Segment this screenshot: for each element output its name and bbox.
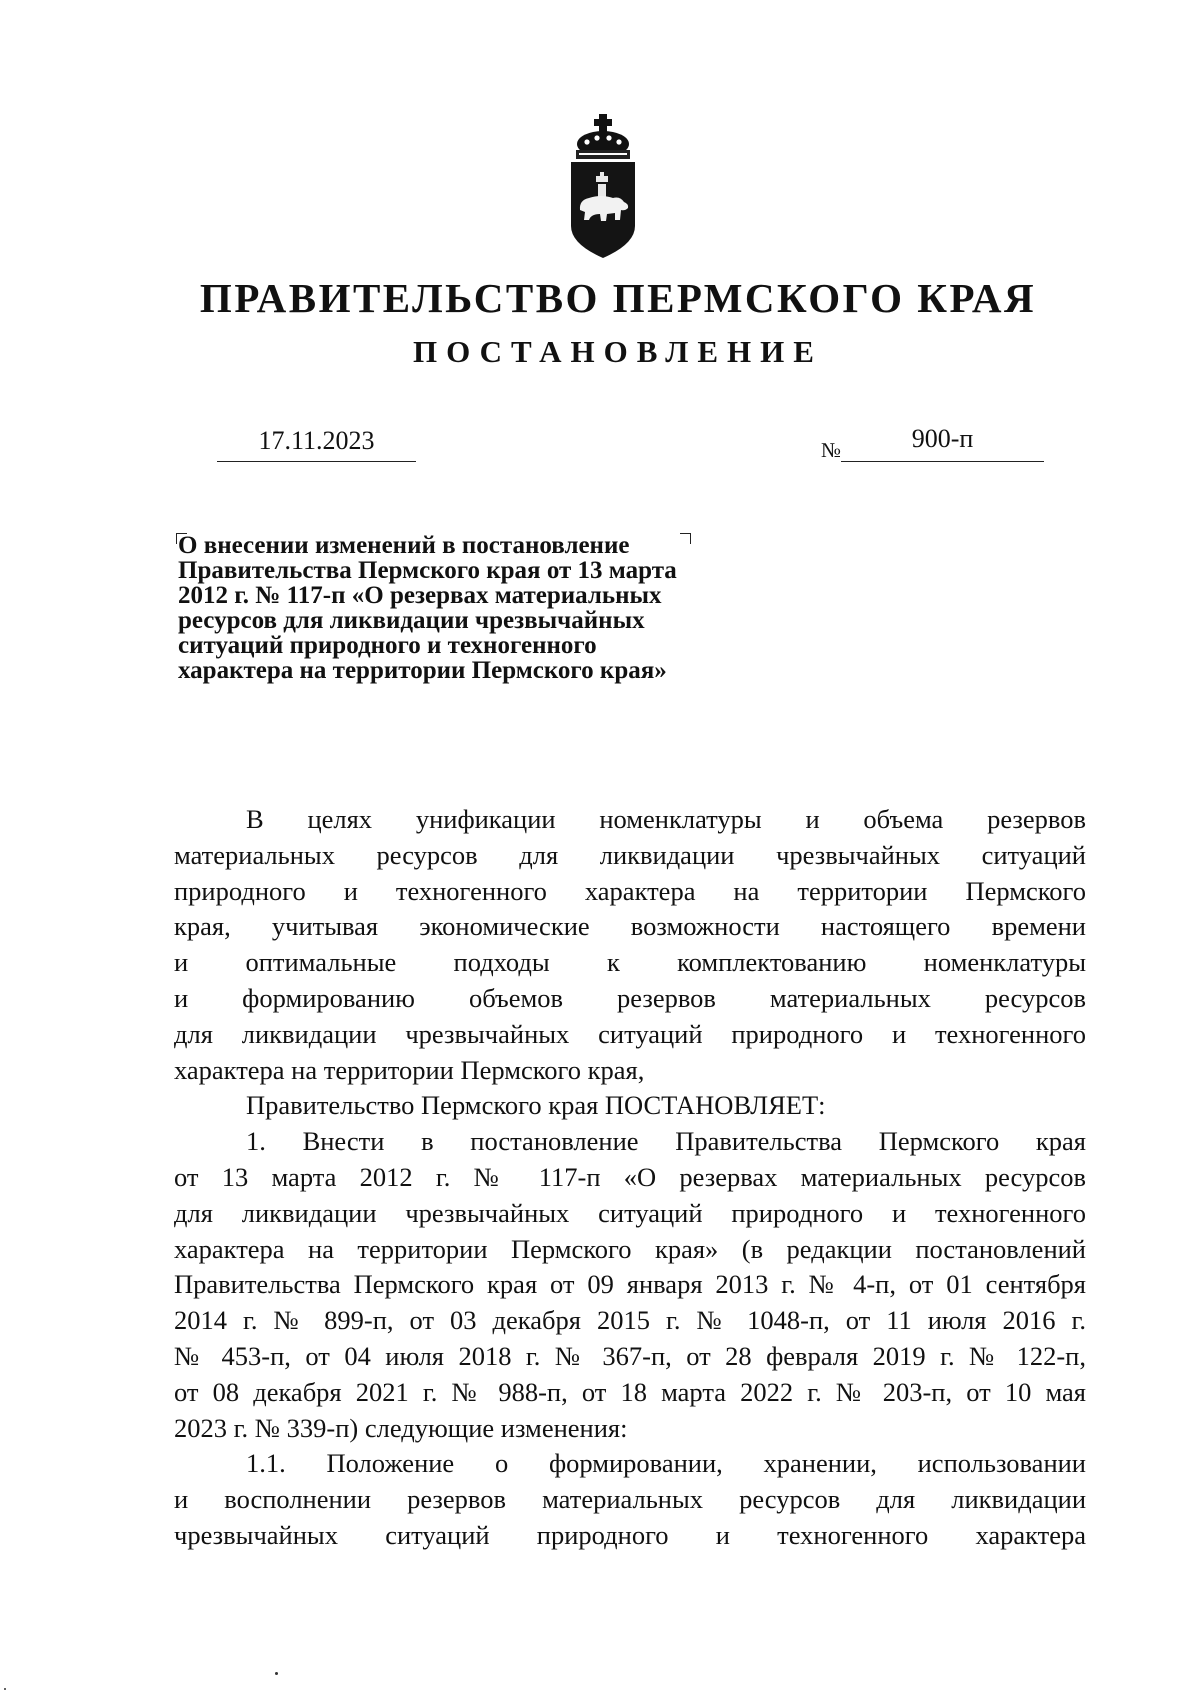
subject-line: Правительства Пермского края от 13 марта [178, 557, 677, 584]
crown-cross-icon [594, 114, 612, 132]
body-line: характера на территории Пермского края» (в редакции постановлений [174, 1233, 1086, 1264]
subject-line: О внесении изменений в постановление [178, 532, 630, 559]
organization-title: ПРАВИТЕЛЬСТВО ПЕРМСКОГО КРАЯ [199, 275, 1037, 321]
body-line: и формированию объемов резервов материальных ресурсов [174, 982, 1086, 1013]
body-line: материальных ресурсов для ликвидации чрезвычайных ситуаций [174, 839, 1086, 870]
document-subject [178, 533, 798, 683]
number-label: № [821, 438, 842, 462]
coat-of-arms-emblem [567, 114, 639, 260]
document-body [174, 802, 1086, 1554]
body-line: 1. Внести в постановление Правительства Пермского края [246, 1126, 1086, 1157]
body-line: края, учитывая экономические возможности настоящего времени [174, 911, 1086, 942]
shield-icon [571, 162, 635, 258]
crown-icon [576, 131, 630, 159]
body-line: 2023 г. № 339-п) следующие изменения: [174, 1412, 628, 1443]
body-line: № 453-п, от 04 июля 2018 г. № 367-п, от 28 февраля 2019 г. № 122-п, [174, 1340, 1086, 1371]
subject-line: характера на территории Пермского края» [178, 657, 667, 684]
body-line: Правительство Пермского края ПОСТАНОВЛЯЕТ: [246, 1090, 826, 1121]
document-type: ПОСТАНОВЛЕНИЕ [413, 334, 823, 369]
subject-line: ситуаций природного и техногенного [178, 632, 597, 659]
body-line: характера на территории Пермского края, [174, 1054, 645, 1085]
body-line: и оптимальные подходы к комплектованию номенклатуры [174, 947, 1086, 978]
document-number: 900-п [841, 421, 1044, 462]
body-line: природного и техногенного характера на территории Пермского [174, 875, 1086, 906]
body-line: для ликвидации чрезвычайных ситуаций природного и техногенного [174, 1197, 1086, 1228]
body-line: от 13 марта 2012 г. № 117-п «О резервах материальных ресурсов [174, 1161, 1086, 1192]
scan-speck [275, 1672, 278, 1675]
body-line: В целях унификации номенклатуры и объема резервов [246, 804, 1086, 834]
body-line: для ликвидации чрезвычайных ситуаций природного и техногенного [174, 1018, 1086, 1049]
body-line: и восполнении резервов материальных ресурсов для ликвидации [174, 1484, 1086, 1515]
scan-speck [4, 1688, 6, 1690]
body-line: 2014 г. № 899-п, от 03 декабря 2015 г. № 1048-п, от 11 июля 2016 г. [174, 1305, 1086, 1336]
body-line: чрезвычайных ситуаций природного и техногенного характера [174, 1519, 1086, 1550]
body-line: 1.1. Положение о формировании, хранении, использовании [246, 1448, 1086, 1479]
document-date: 17.11.2023 [217, 424, 416, 462]
body-line: от 08 декабря 2021 г. № 988-п, от 18 марта 2022 г. № 203-п, от 10 мая [174, 1376, 1086, 1407]
subject-line: ресурсов для ликвидации чрезвычайных [178, 607, 645, 634]
body-line: Правительства Пермского края от 09 января 2013 г. № 4-п, от 01 сентября [174, 1269, 1086, 1300]
subject-line: 2012 г. № 117-п «О резервах материальных [178, 582, 662, 609]
